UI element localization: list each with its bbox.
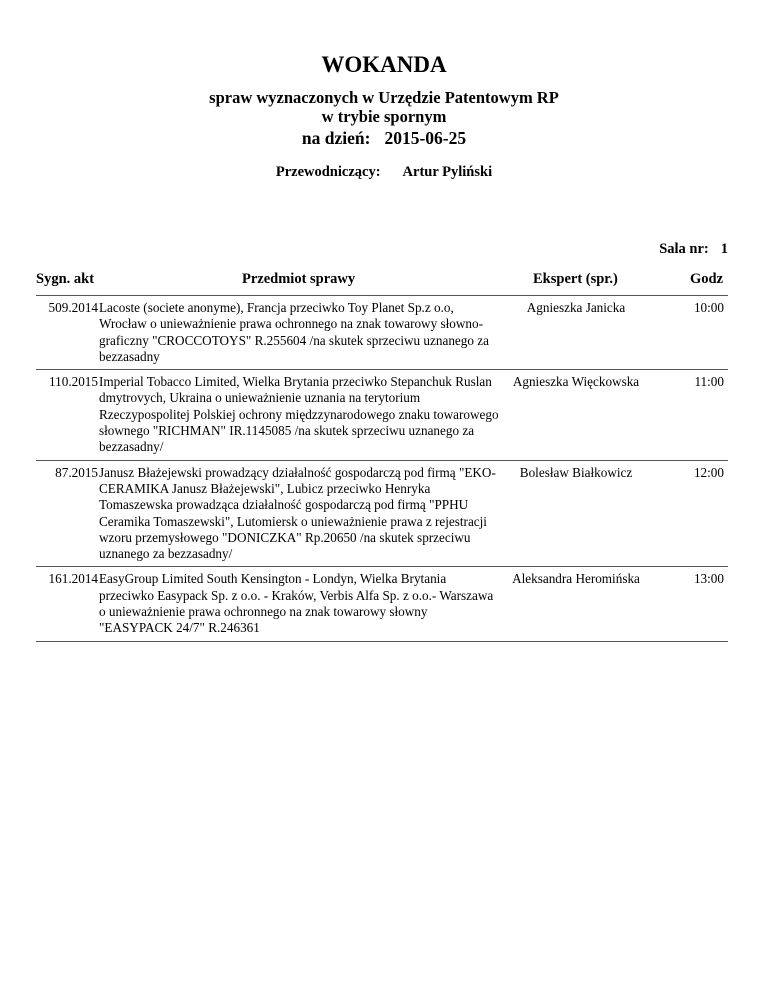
room-label: Sala nr: — [659, 241, 709, 257]
chairman-label: Przewodniczący: — [275, 164, 381, 180]
date-label: na dzień: — [301, 128, 371, 148]
column-header-subject: Przedmiot sprawy — [242, 271, 356, 287]
case-expert: Agnieszka Janicka — [526, 300, 626, 315]
case-time: 12:00 — [693, 464, 724, 480]
case-expert: Bolesław Białkowicz — [519, 464, 633, 480]
case-number: 110.2015 — [49, 374, 98, 390]
case-subject: Lacoste (societe anonyme), Francja przeciwko Toy Planet Sp.z o.o, Wrocław o unieważnienie prawa ochronnego na znak towarowy słowno-graficzny "CROCCOTOYS" R.255604 /na skutek sprzeciwu uznanego za bezzasadny — [99, 300, 489, 364]
page-title: WOKANDA — [321, 52, 447, 77]
table-row — [36, 461, 728, 568]
case-time: 10:00 — [693, 300, 724, 315]
room-line — [659, 241, 728, 258]
column-header-time: Godz — [690, 271, 724, 287]
case-table — [36, 295, 728, 642]
case-subject: Imperial Tobacco Limited, Wielka Brytania przeciwko Stepanchuk Ruslan dmytrovych, Ukraina o unieważnienie uznania na terytorium Rzeczypospolitej Polskiej ochrony międzzynarodowego znaku towarowego słownego "RICHMAN" IR.1145085 /na skutek sprzeciwu uznanego za bezzasadny/ — [99, 374, 499, 455]
case-expert: Agnieszka Więckowska — [512, 374, 640, 390]
chairman-name: Artur Pyliński — [402, 164, 493, 180]
chairman-line — [0, 164, 768, 181]
case-time: 13:00 — [693, 571, 724, 587]
column-header-case-number: Sygn. akt — [36, 271, 95, 287]
subtitle-line-2: w trybie spornym — [321, 107, 447, 126]
room-number: 1 — [720, 241, 728, 257]
date-line — [0, 128, 768, 148]
table-row — [36, 567, 728, 641]
case-subject: EasyGroup Limited South Kensington - Londyn, Wielka Brytania przeciwko Easypack Sp. z o.o. - Kraków, Verbis Alfa Sp. z o.o.- Warszawa o unieważnienie prawa ochronnego na znak towarowy słowny "EASYPACK 24/7" R.246361 — [99, 571, 494, 636]
table-row — [36, 296, 728, 370]
date-value: 2015-06-25 — [384, 128, 467, 148]
case-time: 11:00 — [694, 374, 724, 390]
case-number: 87.2015 — [55, 464, 98, 480]
table-row — [36, 370, 728, 460]
subtitle-line-1: spraw wyznaczonych w Urzędzie Patentowym RP — [209, 88, 559, 107]
case-number: 509.2014 — [48, 300, 98, 315]
column-header-expert: Ekspert (spr.) — [533, 271, 618, 287]
case-expert: Aleksandra Heromińska — [512, 571, 640, 587]
case-number: 161.2014 — [48, 571, 98, 587]
case-subject: Janusz Błażejewski prowadzący działalność gospodarczą pod firmą "EKO-CERAMIKA Janusz Błażejewski", Lubicz przeciwko Henryka Tomaszewska prowadząca działalność gospodarczą pod firmą "PPHU Ceramika Tomaszewski", Lutomiersk o unieważnienie prawa z rejestracji wzoru przemysłowego "DONICZKA" Rp.20650 /na skutek sprzeciwu uznanego za bezzasadny/ — [99, 464, 496, 562]
